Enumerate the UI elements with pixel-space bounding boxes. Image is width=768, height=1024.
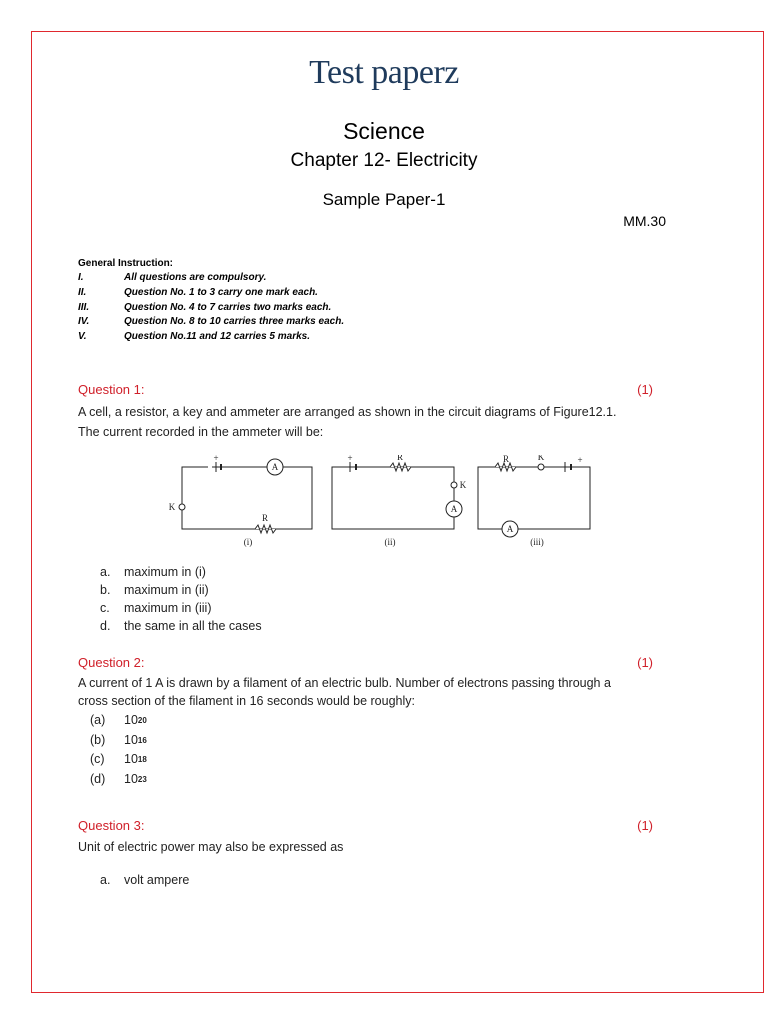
question-3-text: Unit of electric power may also be expressed as bbox=[78, 840, 344, 854]
resistor-label: R bbox=[396, 455, 404, 462]
question-3-header bbox=[78, 818, 653, 833]
ammeter-label: A bbox=[450, 504, 458, 514]
question-1-header bbox=[78, 382, 653, 397]
instruction-item: I. All questions are compulsory. bbox=[78, 272, 267, 283]
key-label: K bbox=[537, 455, 545, 462]
option[interactable]: (b) 10 16 bbox=[90, 732, 147, 747]
question-2-text: A current of 1 A is drawn by a filament of an electric bulb. Number of electrons passing through a cross section of the filament in 16 seconds would be roughly: bbox=[78, 676, 611, 708]
circuit-diagrams bbox=[160, 455, 600, 555]
plus-label: + bbox=[347, 455, 353, 463]
logo: Test paperz bbox=[309, 54, 459, 91]
question-1-text: A cell, a resistor, a key and ammeter are arranged as shown in the circuit diagrams of Figure12.1. The current recorded in the ammeter will be: bbox=[78, 405, 617, 439]
option[interactable]: a. maximum in (i) bbox=[100, 565, 206, 579]
option[interactable]: (d) 10 23 bbox=[90, 771, 147, 786]
plus-label: + bbox=[577, 455, 583, 465]
question-marks: (1) bbox=[637, 818, 653, 833]
caption-ii: (ii) bbox=[384, 537, 396, 547]
question-3-options bbox=[100, 871, 189, 889]
key-label: K bbox=[459, 480, 467, 490]
question-2-options bbox=[90, 711, 147, 789]
question-marks: (1) bbox=[637, 655, 653, 670]
key-label: K bbox=[168, 502, 176, 512]
question-marks: (1) bbox=[637, 382, 653, 397]
instruction-item: II. Question No. 1 to 3 carry one mark each. bbox=[78, 286, 318, 298]
question-label: Question 2: bbox=[78, 655, 145, 670]
option[interactable]: (a) 10 20 bbox=[90, 713, 147, 727]
resistor-label: R bbox=[261, 513, 269, 523]
option[interactable]: b. maximum in (ii) bbox=[100, 583, 209, 597]
max-marks: MM.30 bbox=[623, 213, 666, 229]
subject-title: Science bbox=[343, 118, 425, 144]
question-2-header bbox=[78, 655, 653, 670]
paper-title: Sample Paper-1 bbox=[322, 190, 446, 209]
caption-iii: (iii) bbox=[530, 537, 544, 547]
option[interactable]: d. the same in all the cases bbox=[100, 619, 262, 633]
instruction-item: IV. Question No. 8 to 10 carries three marks each. bbox=[78, 316, 345, 328]
general-instructions bbox=[78, 257, 344, 345]
option[interactable]: c. maximum in (iii) bbox=[100, 601, 212, 615]
instruction-item: III. Question No. 4 to 7 carries two marks each. bbox=[78, 301, 332, 313]
resistor-label: R bbox=[502, 455, 510, 464]
option[interactable]: a. volt ampere bbox=[100, 873, 190, 887]
plus-label: + bbox=[213, 455, 219, 463]
ammeter-label: A bbox=[506, 524, 514, 534]
question-label: Question 1: bbox=[78, 382, 145, 397]
question-1-options bbox=[100, 563, 262, 635]
circuit-figure bbox=[160, 455, 600, 560]
question-label: Question 3: bbox=[78, 818, 145, 833]
option[interactable]: (c) 10 18 bbox=[90, 752, 147, 766]
chapter-title: Chapter 12- Electricity bbox=[290, 150, 478, 171]
caption-i: (i) bbox=[243, 537, 253, 547]
ammeter-label: A bbox=[271, 462, 279, 472]
instruction-item: V. Question No.11 and 12 carries 5 marks. bbox=[78, 331, 311, 343]
instructions-title: General Instruction: bbox=[78, 258, 174, 269]
